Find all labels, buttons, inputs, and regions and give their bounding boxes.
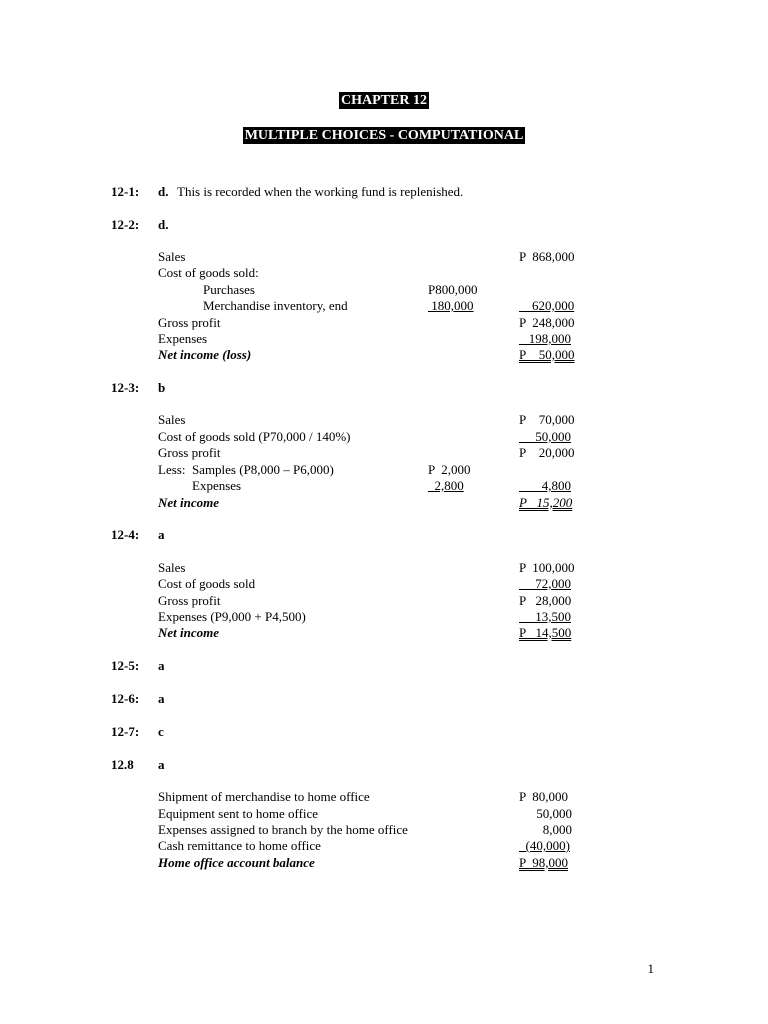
line-label: Merchandise inventory, end <box>203 298 348 313</box>
line-label: Cost of goods sold: <box>158 265 259 280</box>
line-amount: P 20,000 <box>519 445 575 460</box>
page-number: 1 <box>647 961 654 976</box>
line-amount: (40,000) <box>519 838 570 853</box>
line-amount: P 80,000 <box>519 789 568 804</box>
line-amount: 72,000 <box>519 576 571 591</box>
answer-12-4: a <box>158 527 165 542</box>
line-label: Purchases <box>203 282 255 297</box>
line-label: Gross profit <box>158 315 221 330</box>
question-number-12-1: 12-1: <box>111 184 140 199</box>
line-label: Cash remittance to home office <box>158 838 321 853</box>
line-amount: 8,000 <box>542 822 572 837</box>
line-amount-total: P 14,500 <box>519 625 572 640</box>
answer-12-7: c <box>158 724 164 739</box>
line-label: Expenses (P9,000 + P4,500) <box>158 609 306 624</box>
section-title-text: MULTIPLE CHOICES - COMPUTATIONAL <box>244 128 524 143</box>
question-number-12-3: 12-3: <box>111 380 140 395</box>
answer-12-5: a <box>158 658 165 673</box>
line-label: Less: Samples (P8,000 – P6,000) <box>158 462 334 477</box>
question-number-12-2: 12-2: <box>111 217 140 232</box>
question-number-12-7: 12-7: <box>111 724 140 739</box>
line-amount: P 868,000 <box>519 249 575 264</box>
line-label-total: Home office account balance <box>158 855 315 870</box>
line-amount: 198,000 <box>519 331 571 346</box>
line-label: Expenses assigned to branch by the home office <box>158 822 408 837</box>
answer-text-12-1: This is recorded when the working fund is replenished. <box>177 184 464 199</box>
line-amount: 2,800 <box>428 478 464 493</box>
answer-12-3: b <box>158 380 166 395</box>
line-amount: P800,000 <box>428 282 478 297</box>
line-amount: 50,000 <box>519 429 571 444</box>
line-amount-total: P 98,000 <box>519 855 568 870</box>
question-number-12-5: 12-5: <box>111 658 140 673</box>
answer-12-6: a <box>158 691 165 706</box>
line-amount: P 70,000 <box>519 412 575 427</box>
line-amount-total: P 50,000 <box>519 347 575 362</box>
chapter-title-text: CHAPTER 12 <box>341 93 427 108</box>
line-label: Cost of goods sold <box>158 576 256 591</box>
line-label-total: Net income <box>158 495 220 510</box>
line-label-total: Net income (loss) <box>158 347 252 362</box>
line-label: Shipment of merchandise to home office <box>158 789 370 804</box>
line-label: Gross profit <box>158 445 221 460</box>
line-amount: 620,000 <box>519 298 575 313</box>
question-number-12-4: 12-4: <box>111 527 140 542</box>
line-amount: P 28,000 <box>519 593 572 608</box>
line-amount: 13,500 <box>519 609 571 624</box>
line-label: Expenses <box>158 331 208 346</box>
line-amount: P 100,000 <box>519 560 575 575</box>
line-label-total: Net income <box>158 625 220 640</box>
chapter-title <box>0 93 768 109</box>
line-amount-total: P 15,200 <box>519 495 573 510</box>
line-amount: 180,000 <box>428 298 474 313</box>
section-title <box>0 128 768 144</box>
line-amount: 50,000 <box>536 806 572 821</box>
line-amount: P 248,000 <box>519 315 575 330</box>
line-label: Sales <box>158 560 186 575</box>
line-amount: P 2,000 <box>428 462 471 477</box>
question-number-12-6: 12-6: <box>111 691 140 706</box>
line-label: Gross profit <box>158 593 221 608</box>
line-label: Sales <box>158 249 186 264</box>
answer-12-2: d. <box>158 217 169 232</box>
answer-12-8: a <box>158 757 165 772</box>
line-label: Cost of goods sold (P70,000 / 140%) <box>158 429 351 444</box>
question-number-12-8: 12.8 <box>111 757 134 772</box>
answer-12-1: d. <box>158 184 169 199</box>
line-label: Sales <box>158 412 186 427</box>
line-label: Expenses <box>192 478 242 493</box>
line-amount: 4,800 <box>519 478 571 493</box>
line-label: Equipment sent to home office <box>158 806 319 821</box>
